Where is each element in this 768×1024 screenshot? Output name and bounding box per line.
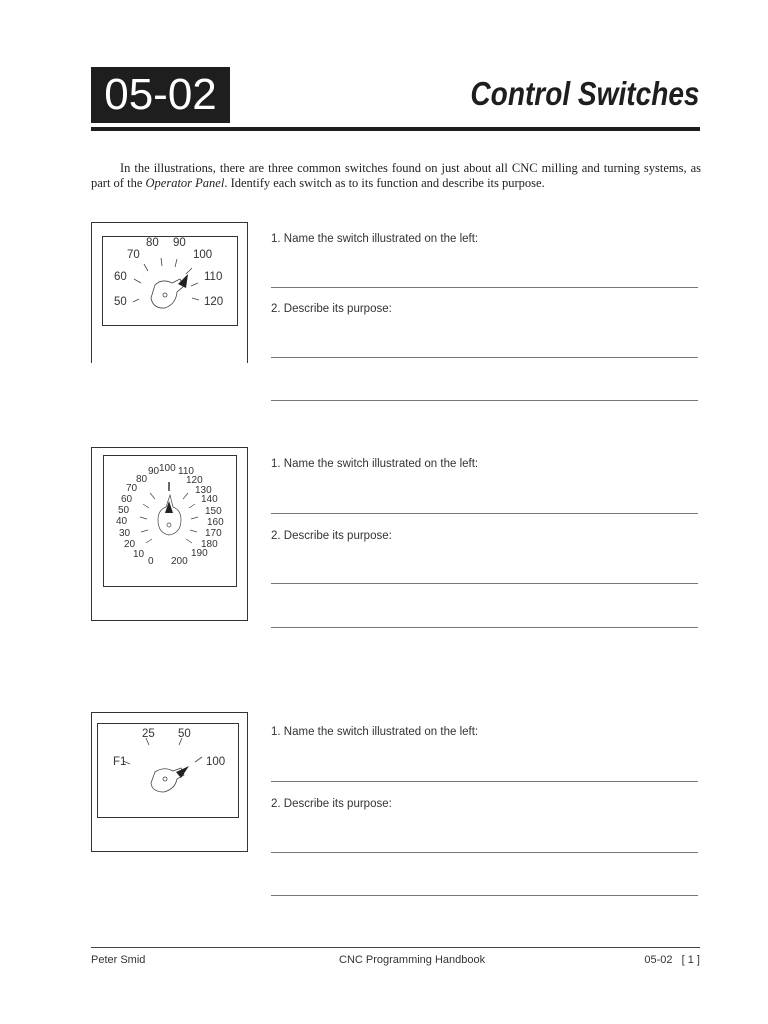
dial-label: 60 <box>121 494 133 505</box>
dial-label: 0 <box>148 556 154 567</box>
dial-label: 100 <box>193 249 213 261</box>
dial-label: 80 <box>136 474 148 485</box>
answer-line[interactable] <box>271 513 698 514</box>
dial-label: 40 <box>116 516 128 527</box>
dial-label: 110 <box>178 466 194 477</box>
title-divider <box>91 127 700 131</box>
dial-label: 140 <box>201 494 218 505</box>
dial-label: 60 <box>114 271 127 283</box>
dial-label: 180 <box>201 539 218 550</box>
intro-tail: . Identify each switch as to its function and describe its purpose. <box>224 176 545 190</box>
footer-divider <box>91 947 700 948</box>
answer-line[interactable] <box>271 627 698 628</box>
dial-label: 50 <box>114 296 127 308</box>
dial-label: 90 <box>173 237 186 249</box>
dial-label: 160 <box>207 517 224 528</box>
question-1-name: 1. Name the switch illustrated on the left: <box>271 233 479 245</box>
answer-line[interactable] <box>271 357 698 358</box>
dial-label: 170 <box>205 528 222 539</box>
question-3-name: 1. Name the switch illustrated on the left: <box>271 726 479 738</box>
question-2-name: 1. Name the switch illustrated on the left: <box>271 458 479 470</box>
intro-emphasis: Operator Panel <box>145 176 225 190</box>
answer-line[interactable] <box>271 781 698 782</box>
dial-label: 100 <box>206 756 226 768</box>
switch-3-dial <box>97 723 239 818</box>
dial-label: 200 <box>171 556 188 567</box>
answer-line[interactable] <box>271 852 698 853</box>
answer-line[interactable] <box>271 287 698 288</box>
page-title: Control Switches <box>470 75 700 112</box>
dial-label: 90 <box>148 466 160 477</box>
answer-line[interactable] <box>271 895 698 896</box>
dial-label: 110 <box>204 271 223 283</box>
dial-label: 50 <box>118 505 130 516</box>
dial-label: 20 <box>124 539 136 550</box>
question-3-purpose: 2. Describe its purpose: <box>271 798 392 810</box>
footer-book-title: CNC Programming Handbook <box>339 954 486 966</box>
answer-line[interactable] <box>271 583 698 584</box>
answer-line[interactable] <box>271 400 698 401</box>
dial-label: 130 <box>195 485 212 496</box>
dial-label: 100 <box>159 463 176 474</box>
dial-label: 25 <box>142 728 155 740</box>
dial-label: 70 <box>127 249 140 261</box>
dial-label: 10 <box>133 549 145 560</box>
question-1-purpose: 2. Describe its purpose: <box>271 303 392 315</box>
dial-label: 80 <box>146 237 159 249</box>
question-2-purpose: 2. Describe its purpose: <box>271 530 392 542</box>
dial-label: F1 <box>113 756 127 768</box>
footer-author: Peter Smid <box>91 954 146 966</box>
dial-label: 30 <box>119 528 131 539</box>
dial-label: 150 <box>205 506 222 517</box>
dial-label: 120 <box>186 475 203 486</box>
dial-label: 50 <box>178 728 191 740</box>
chapter-number: 05-02 <box>104 70 217 119</box>
footer-page-number: 05-02 [ 1 ] <box>644 954 700 966</box>
intro-paragraph <box>91 161 701 191</box>
dial-label: 70 <box>126 483 138 494</box>
dial-label: 120 <box>204 296 224 308</box>
intro-lead: In the illustrations, there are three common switches found on just about all CNC milling and turning systems, as part of the <box>91 161 701 190</box>
dial-label: 190 <box>191 548 208 559</box>
